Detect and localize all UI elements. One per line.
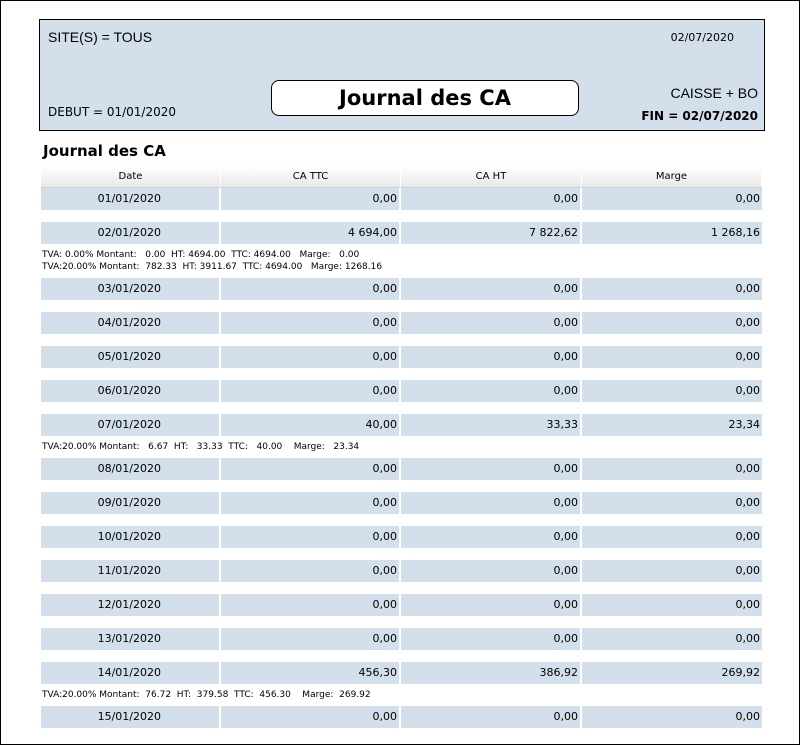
cell-ca-ttc: 0,00 bbox=[221, 380, 401, 402]
cell-ca-ht: 33,33 bbox=[401, 414, 582, 436]
cell-date: 02/01/2020 bbox=[41, 222, 221, 244]
column-header-ca-ht: CA HT bbox=[401, 166, 582, 187]
row-spacer bbox=[41, 300, 762, 312]
row-spacer bbox=[41, 548, 762, 560]
table-row bbox=[41, 458, 762, 480]
table-body bbox=[41, 188, 762, 728]
cell-ca-ht: 0,00 bbox=[401, 492, 582, 514]
table-row bbox=[41, 346, 762, 368]
vat-detail-line: TVA:20.00% Montant: 6.67 HT: 33.33 TTC: 40.00 Marge: 23.34 bbox=[42, 442, 360, 452]
cell-ca-ht: 0,00 bbox=[401, 458, 582, 480]
cell-date: 03/01/2020 bbox=[41, 278, 221, 300]
column-header-date: Date bbox=[41, 166, 221, 187]
table-row bbox=[41, 188, 762, 210]
end-date-label: FIN = 02/07/2020 bbox=[641, 109, 758, 123]
row-spacer bbox=[41, 402, 762, 414]
cell-ca-ttc: 0,00 bbox=[221, 706, 401, 728]
cell-ca-ht: 0,00 bbox=[401, 380, 582, 402]
table-row bbox=[41, 312, 762, 334]
vat-detail-line: TVA:20.00% Montant: 782.33 HT: 3911.67 TTC: 4694.00 Marge: 1268.16 bbox=[42, 262, 383, 272]
table-row bbox=[41, 278, 762, 300]
cell-marge: 0,00 bbox=[735, 316, 760, 329]
vat-detail-block bbox=[41, 684, 762, 706]
vat-detail-line: TVA: 0.00% Montant: 0.00 HT: 4694.00 TTC: 4694.00 Marge: 0.00 bbox=[42, 250, 360, 260]
report-title: Journal des CA bbox=[271, 80, 579, 116]
cell-marge: 0,00 bbox=[735, 282, 760, 295]
print-date: 02/07/2020 bbox=[670, 31, 734, 44]
cell-ca-ttc: 0,00 bbox=[221, 278, 401, 300]
cell-date: 06/01/2020 bbox=[41, 380, 221, 402]
table-header bbox=[41, 166, 762, 188]
cell-ca-ttc: 456,30 bbox=[221, 662, 401, 684]
cell-date: 07/01/2020 bbox=[41, 414, 221, 436]
cell-marge: 0,00 bbox=[735, 530, 760, 543]
cell-marge: 269,92 bbox=[721, 666, 760, 679]
cell-ca-ht: 7 822,62 bbox=[401, 222, 582, 244]
table-row bbox=[41, 662, 762, 684]
revenue-table bbox=[41, 166, 762, 728]
cell-date: 10/01/2020 bbox=[41, 526, 221, 548]
cell-marge: 0,00 bbox=[735, 496, 760, 509]
cell-ca-ht: 0,00 bbox=[401, 706, 582, 728]
start-date-label: DEBUT = 01/01/2020 bbox=[48, 105, 177, 119]
cell-marge: 0,00 bbox=[735, 384, 760, 397]
table-row bbox=[41, 492, 762, 514]
cell-ca-ttc: 0,00 bbox=[221, 526, 401, 548]
cell-ca-ht: 0,00 bbox=[401, 188, 582, 210]
row-spacer bbox=[41, 616, 762, 628]
column-header-marge: Marge bbox=[582, 166, 762, 187]
report-header bbox=[39, 19, 765, 131]
table-row bbox=[41, 706, 762, 728]
cell-marge: 0,00 bbox=[735, 632, 760, 645]
table-row bbox=[41, 526, 762, 548]
row-spacer bbox=[41, 514, 762, 526]
cell-date: 13/01/2020 bbox=[41, 628, 221, 650]
row-spacer bbox=[41, 210, 762, 222]
cell-marge: 0,00 bbox=[735, 710, 760, 723]
cell-marge: 0,00 bbox=[735, 350, 760, 363]
cell-ca-ttc: 0,00 bbox=[221, 628, 401, 650]
cell-date: 05/01/2020 bbox=[41, 346, 221, 368]
cell-ca-ht: 0,00 bbox=[401, 628, 582, 650]
site-filter-label: SITE(S) = TOUS bbox=[48, 29, 153, 45]
row-spacer bbox=[41, 650, 762, 662]
cell-ca-ttc: 0,00 bbox=[221, 594, 401, 616]
vat-detail-block bbox=[41, 436, 762, 458]
cell-ca-ht: 0,00 bbox=[401, 526, 582, 548]
cell-ca-ttc: 0,00 bbox=[221, 312, 401, 334]
cell-ca-ht: 0,00 bbox=[401, 594, 582, 616]
cell-ca-ht: 0,00 bbox=[401, 312, 582, 334]
cell-marge: 0,00 bbox=[735, 598, 760, 611]
column-header-ca-ttc: CA TTC bbox=[221, 166, 401, 187]
report-subtitle: Journal des CA bbox=[43, 142, 166, 160]
cell-date: 15/01/2020 bbox=[41, 706, 221, 728]
cell-date: 11/01/2020 bbox=[41, 560, 221, 582]
row-spacer bbox=[41, 334, 762, 346]
table-row bbox=[41, 380, 762, 402]
cell-date: 04/01/2020 bbox=[41, 312, 221, 334]
cell-ca-ttc: 0,00 bbox=[221, 492, 401, 514]
row-spacer bbox=[41, 480, 762, 492]
row-spacer bbox=[41, 582, 762, 594]
table-row bbox=[41, 222, 762, 244]
cell-ca-ht: 0,00 bbox=[401, 346, 582, 368]
table-row bbox=[41, 560, 762, 582]
cell-ca-ht: 0,00 bbox=[401, 560, 582, 582]
cell-ca-ttc: 0,00 bbox=[221, 346, 401, 368]
cell-marge: 0,00 bbox=[735, 192, 760, 205]
cell-ca-ht: 386,92 bbox=[401, 662, 582, 684]
cell-ca-ttc: 0,00 bbox=[221, 458, 401, 480]
vat-detail-line: TVA:20.00% Montant: 76.72 HT: 379.58 TTC: 456.30 Marge: 269.92 bbox=[42, 690, 371, 700]
row-spacer bbox=[41, 368, 762, 380]
table-row bbox=[41, 628, 762, 650]
cell-ca-ttc: 0,00 bbox=[221, 560, 401, 582]
table-row bbox=[41, 414, 762, 436]
cell-date: 08/01/2020 bbox=[41, 458, 221, 480]
cell-marge: 1 268,16 bbox=[711, 226, 760, 239]
cell-marge: 23,34 bbox=[728, 418, 760, 431]
cell-ca-ttc: 4 694,00 bbox=[221, 222, 401, 244]
cell-ca-ttc: 0,00 bbox=[221, 188, 401, 210]
cell-date: 12/01/2020 bbox=[41, 594, 221, 616]
cell-marge: 0,00 bbox=[735, 564, 760, 577]
cell-ca-ttc: 40,00 bbox=[221, 414, 401, 436]
source-label: CAISSE + BO bbox=[670, 85, 758, 101]
cell-marge: 0,00 bbox=[735, 462, 760, 475]
cell-date: 01/01/2020 bbox=[41, 188, 221, 210]
cell-ca-ht: 0,00 bbox=[401, 278, 582, 300]
vat-detail-block bbox=[41, 244, 762, 278]
cell-date: 09/01/2020 bbox=[41, 492, 221, 514]
cell-date: 14/01/2020 bbox=[41, 662, 221, 684]
table-row bbox=[41, 594, 762, 616]
